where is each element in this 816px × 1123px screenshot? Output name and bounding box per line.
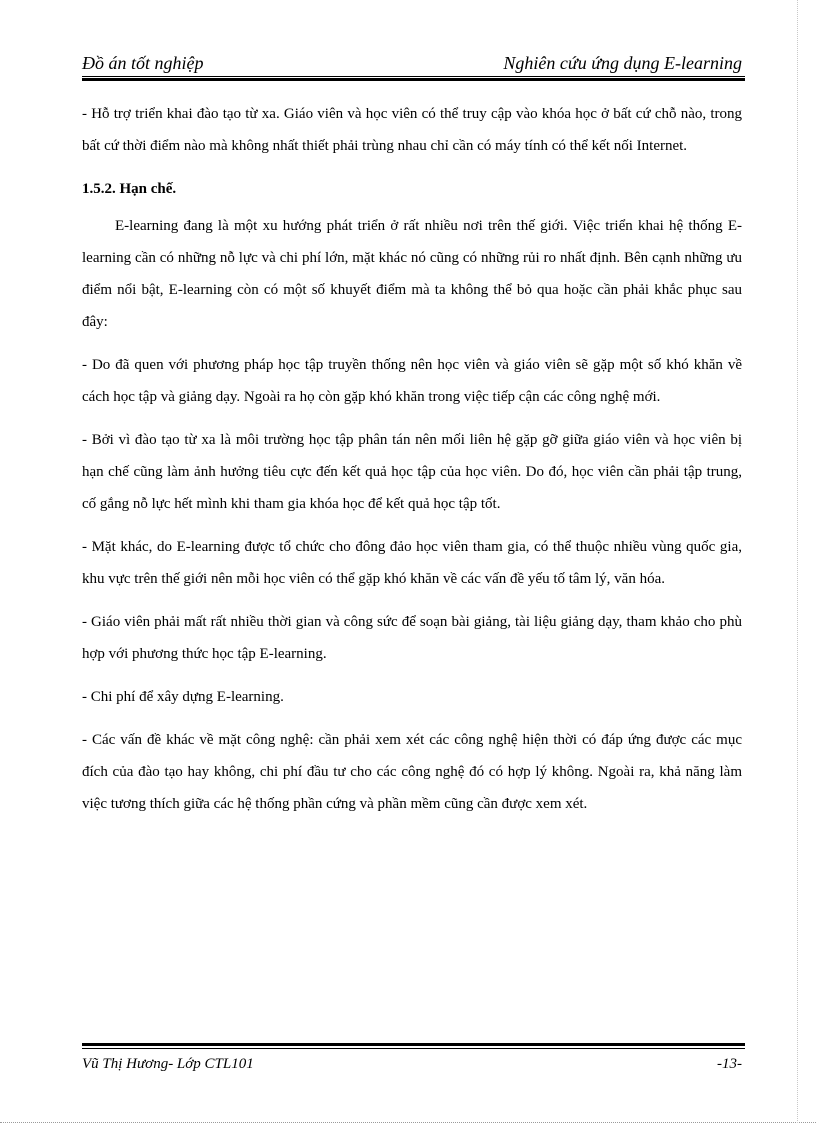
footer-rule-thick <box>82 1043 745 1046</box>
header-title-right: Nghiên cứu ứng dụng E-learning <box>503 53 742 73</box>
page-header <box>82 52 742 74</box>
header-rule-thin <box>82 76 745 77</box>
document-body <box>82 98 742 831</box>
paragraph-2: - Do đã quen với phương pháp học tập truyền thống nên học viên và giáo viên sẽ gặp một số khó khăn về cách học tập và giảng dạy. Ngoài ra họ còn gặp khó khăn trong việc tiếp cận các công nghệ mới. <box>82 357 742 405</box>
page-footer <box>82 1054 742 1074</box>
paragraph-4: - Mặt khác, do E-learning được tổ chức cho đông đảo học viên tham gia, có thể thuộc nhiều vùng quốc gia, khu vực trên thế giới nên mỗi học viên có thể gặp khó khăn về các vấn đề yếu tố tâm lý, văn hóa. <box>82 539 742 587</box>
page-number: -13- <box>717 1056 742 1072</box>
paragraph-3: - Bởi vì đào tạo từ xa là môi trường học tập phân tán nên mối liên hệ gặp gỡ giữa giáo viên và học viên bị hạn chế cũng làm ảnh hưởng tiêu cực đến kết quả học tập của học viên. Do đó, học viên cần phải tập trung, cố gắng nỗ lực hết mình khi tham gia khóa học để kết quả học tập tốt. <box>82 432 742 512</box>
footer-rule-thin <box>82 1048 745 1049</box>
footer-author: Vũ Thị Hương- Lớp CTL101 <box>82 1056 254 1072</box>
paragraph-7: - Các vấn đề khác về mặt công nghệ: cần phải xem xét các công nghệ hiện thời có đáp ứng được các mục đích của đào tạo hay không, chi phí đầu tư cho các công nghệ đó có hợp lý không. Ngoài ra, khả năng làm việc tương thích giữa các hệ thống phần cứng và phần mềm cũng cần được xem xét. <box>82 732 742 812</box>
header-rule-thick <box>82 78 745 81</box>
paragraph-1: E-learning đang là một xu hướng phát triển ở rất nhiều nơi trên thế giới. Việc triển khai hệ thống E-learning cần có những nỗ lực và chi phí lớn, mặt khác nó cũng có những rủi ro nhất định. Bên cạnh những ưu điểm nổi bật, E-learning còn có một số khuyết điểm mà ta không thể bỏ qua hoặc cần phải khắc phục sau đây: <box>82 218 742 330</box>
section-heading: 1.5.2. Hạn chế. <box>82 181 177 197</box>
paragraph-6: - Chi phí để xây dựng E-learning. <box>82 689 284 705</box>
page-edge-right <box>797 0 798 1123</box>
intro-paragraph: - Hỗ trợ triển khai đào tạo từ xa. Giáo viên và học viên có thể truy cập vào khóa học ở bất cứ chỗ nào, trong bất cứ thời điểm nào mà không nhất thiết phải trùng nhau chỉ cần có máy tính có thể kết nối Internet. <box>82 106 742 154</box>
header-title-left: Đồ án tốt nghiệp <box>82 53 204 73</box>
paragraph-5: - Giáo viên phải mất rất nhiều thời gian và công sức để soạn bài giảng, tài liệu giảng dạy, tham khảo cho phù hợp với phương thức học tập E-learning. <box>82 614 742 662</box>
